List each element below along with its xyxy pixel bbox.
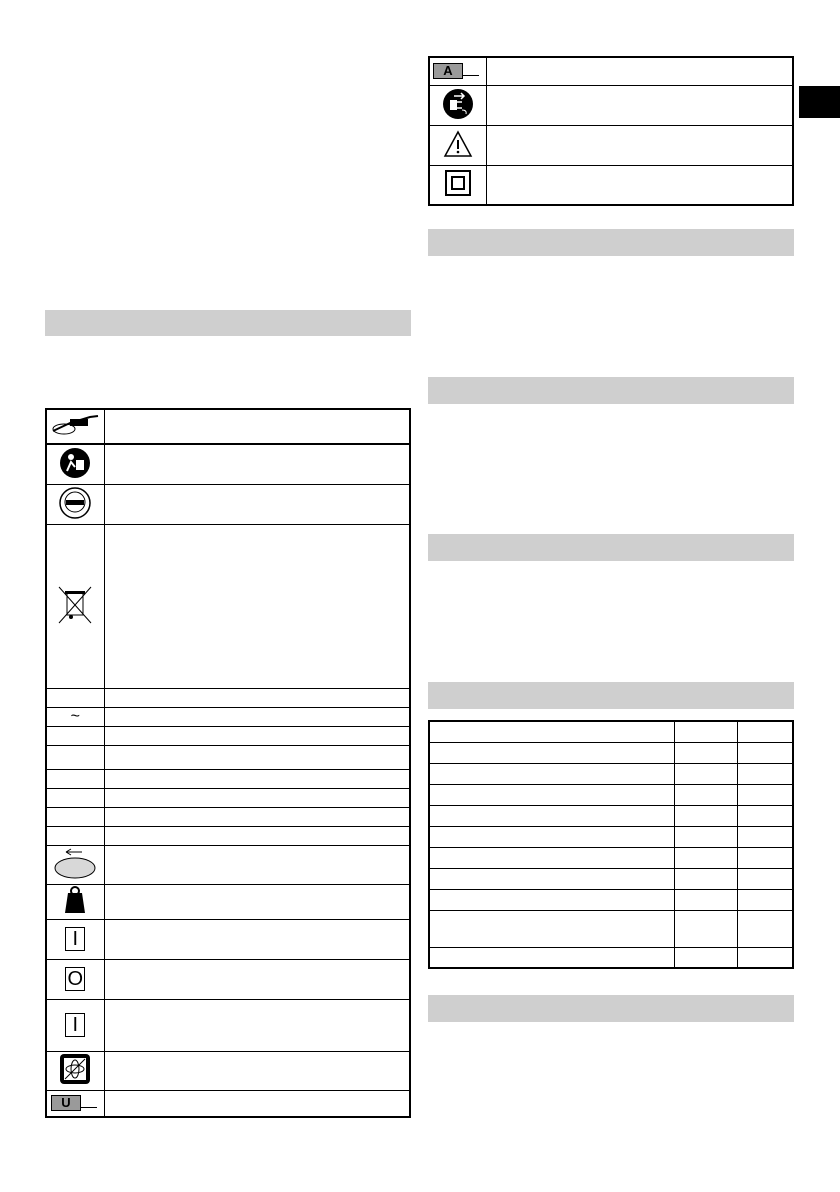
symbol-text bbox=[104, 409, 410, 444]
language-tab bbox=[799, 86, 840, 118]
symbol-row bbox=[46, 745, 410, 769]
table-cell bbox=[737, 868, 793, 889]
table-cell bbox=[737, 763, 793, 784]
symbol-text bbox=[104, 999, 410, 1051]
table-cell bbox=[429, 742, 674, 763]
table-cell bbox=[429, 721, 674, 742]
electronic-control-icon bbox=[46, 1051, 104, 1090]
symbol-text bbox=[104, 845, 410, 884]
symbol-row bbox=[429, 125, 793, 165]
table-cell bbox=[429, 784, 674, 805]
table-cell bbox=[737, 889, 793, 910]
symbol-text bbox=[104, 444, 410, 484]
table-cell bbox=[737, 784, 793, 805]
warning-triangle-icon bbox=[429, 125, 486, 165]
symbol-text bbox=[104, 807, 410, 826]
current-tag-icon: A bbox=[429, 57, 486, 85]
symbol-row bbox=[46, 826, 410, 845]
table-cell bbox=[737, 847, 793, 868]
section-bar-right-3 bbox=[428, 534, 794, 561]
symbol-text bbox=[104, 524, 410, 688]
symbol-row bbox=[429, 165, 793, 205]
class-ii-insulation-icon bbox=[429, 165, 486, 205]
crossed-bin-icon bbox=[46, 524, 104, 688]
symbol-text bbox=[104, 745, 410, 769]
symbol-text bbox=[104, 788, 410, 807]
table-cell bbox=[674, 763, 737, 784]
section-bar-right-2 bbox=[428, 377, 794, 404]
symbol-row bbox=[46, 726, 410, 745]
symbol-row bbox=[46, 959, 410, 999]
table-cell bbox=[674, 742, 737, 763]
voltage-tag-icon: U bbox=[46, 1090, 104, 1117]
symbol-row bbox=[46, 707, 410, 726]
unplug-icon bbox=[429, 85, 486, 125]
symbol-text bbox=[104, 826, 410, 845]
table-row bbox=[429, 826, 793, 847]
symbol-row bbox=[46, 884, 410, 919]
symbol-row bbox=[46, 769, 410, 788]
section-bar-left bbox=[45, 310, 411, 336]
symbol-row bbox=[46, 999, 410, 1051]
symbol-text bbox=[486, 125, 793, 165]
symbols-table-right bbox=[428, 56, 794, 206]
table-cell bbox=[429, 805, 674, 826]
symbol-row bbox=[46, 845, 410, 884]
table-cell bbox=[674, 868, 737, 889]
symbol-text bbox=[104, 1090, 410, 1117]
read-manual-icon bbox=[46, 444, 104, 484]
section-bar-right-5 bbox=[428, 995, 794, 1022]
section-bar-right-1 bbox=[428, 229, 794, 256]
table-row bbox=[429, 910, 793, 947]
table-row bbox=[429, 784, 793, 805]
symbol-text bbox=[486, 165, 793, 205]
section-bar-right-4 bbox=[428, 682, 794, 709]
symbol-row bbox=[46, 688, 410, 707]
table-cell bbox=[674, 784, 737, 805]
table-cell bbox=[429, 847, 674, 868]
table-cell bbox=[737, 910, 793, 947]
table-cell bbox=[674, 947, 737, 968]
symbol-text bbox=[104, 707, 410, 726]
symbol-text bbox=[104, 769, 410, 788]
symbol-row bbox=[46, 1090, 410, 1117]
symbol-row bbox=[46, 807, 410, 826]
table-cell bbox=[737, 742, 793, 763]
disc-rotation-icon bbox=[46, 845, 104, 884]
table-cell bbox=[737, 721, 793, 742]
table-cell bbox=[674, 847, 737, 868]
symbol-text bbox=[104, 688, 410, 707]
weight-icon bbox=[46, 884, 104, 919]
symbol-row bbox=[46, 484, 410, 524]
technical-data-table bbox=[428, 720, 794, 969]
switch-on-icon: I bbox=[46, 919, 104, 959]
symbol-row bbox=[46, 444, 410, 484]
table-row bbox=[429, 742, 793, 763]
table-cell bbox=[429, 889, 674, 910]
table-row bbox=[429, 805, 793, 826]
table-cell bbox=[737, 805, 793, 826]
switch-on-icon: I bbox=[46, 999, 104, 1051]
table-row bbox=[429, 947, 793, 968]
symbols-table-left bbox=[45, 408, 411, 1118]
symbol-row bbox=[429, 57, 793, 85]
switch-off-icon: O bbox=[46, 959, 104, 999]
table-cell bbox=[429, 826, 674, 847]
table-cell bbox=[429, 947, 674, 968]
symbol-text bbox=[486, 57, 793, 85]
symbol-text bbox=[104, 884, 410, 919]
symbol-text bbox=[104, 726, 410, 745]
angle-grinder-icon bbox=[46, 409, 104, 444]
symbol-row bbox=[46, 919, 410, 959]
table-cell bbox=[674, 889, 737, 910]
table-row bbox=[429, 868, 793, 889]
symbol-row bbox=[429, 85, 793, 125]
symbol-text bbox=[104, 1051, 410, 1090]
symbol-row bbox=[46, 409, 410, 444]
symbol-text bbox=[486, 85, 793, 125]
table-row bbox=[429, 721, 793, 742]
eye-protection-icon bbox=[46, 484, 104, 524]
table-cell bbox=[429, 910, 674, 947]
symbol-row bbox=[46, 524, 410, 688]
table-cell bbox=[737, 826, 793, 847]
symbol-text bbox=[104, 959, 410, 999]
table-cell bbox=[737, 947, 793, 968]
symbol-row bbox=[46, 1051, 410, 1090]
table-row bbox=[429, 763, 793, 784]
table-row bbox=[429, 847, 793, 868]
table-cell bbox=[429, 763, 674, 784]
table-row bbox=[429, 889, 793, 910]
symbol-text bbox=[104, 484, 410, 524]
alternating-current-icon: ~ bbox=[46, 707, 104, 726]
symbol-row bbox=[46, 788, 410, 807]
symbol-text bbox=[104, 919, 410, 959]
table-cell bbox=[674, 721, 737, 742]
table-cell bbox=[429, 868, 674, 889]
table-cell bbox=[674, 910, 737, 947]
table-cell bbox=[674, 826, 737, 847]
table-cell bbox=[674, 805, 737, 826]
